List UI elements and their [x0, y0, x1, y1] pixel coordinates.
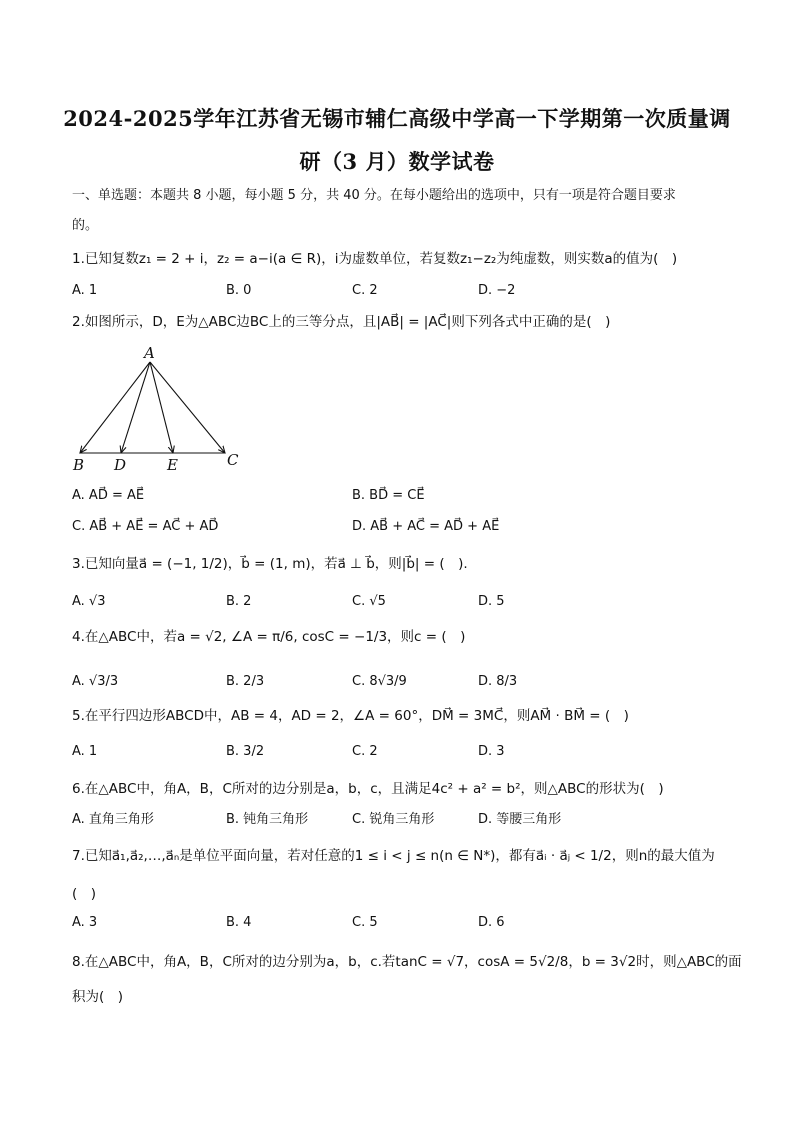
q6-option-d: D. 等腰三角形	[478, 812, 562, 827]
question-3-stem: 3.已知向量a⃗ = (−1, 1/2)，b⃗ = (1, m)，若a⃗ ⊥ b⃗，则|b⃗| = ( ).	[72, 556, 468, 572]
q3-option-c: C. √5	[352, 594, 386, 609]
label-d: D	[114, 456, 127, 472]
q7-option-d: D. 6	[478, 915, 505, 930]
label-c: C	[227, 451, 239, 469]
q2-option-d: D. AB⃗ + AC⃗ = AD⃗ + AE⃗	[352, 519, 500, 534]
question-5-stem: 5.在平行四边形ABCD中，AB = 4，AD = 2，∠A = 60°，DM⃗ = 3MC⃗，则AM⃗ · BM⃗ = ( )	[72, 708, 629, 724]
q1-option-b: B. 0	[226, 283, 252, 298]
q1-option-d: D. −2	[478, 283, 516, 298]
q6-option-a: A. 直角三角形	[72, 812, 154, 827]
q5-option-c: C. 2	[352, 744, 378, 759]
q2-option-c: C. AB⃗ + AE⃗ = AC⃗ + AD⃗	[72, 519, 219, 534]
question-6-stem: 6.在△ABC中，角A，B，C所对的边分别是a，b，c，且满足4c² + a² = b²，则△ABC的形状为( )	[72, 781, 664, 797]
vector-ad	[121, 362, 150, 453]
q2-option-b: B. BD⃗ = CE⃗	[352, 488, 425, 503]
q5-option-a: A. 1	[72, 744, 98, 759]
label-b: B	[73, 456, 85, 472]
q7-option-b: B. 4	[226, 915, 252, 930]
question-4-stem: 4.在△ABC中，若a = √2, ∠A = π/6, cosC = −1/3，则c = ( )	[72, 629, 466, 645]
q7-option-c: C. 5	[352, 915, 378, 930]
q4-option-a: A. √3/3	[72, 674, 119, 689]
q6-option-c: C. 锐角三角形	[352, 812, 435, 827]
q7-option-a: A. 3	[72, 915, 98, 930]
question-7-stem-line1: 7.已知a⃗₁,a⃗₂,…,a⃗ₙ是单位平面向量，若对任意的1 ≤ i < j ≤ n(n ∈ N*)，都有a⃗ᵢ · a⃗ⱼ < 1/2，则n的最大值为	[72, 848, 715, 864]
label-a: A	[144, 344, 155, 362]
q3-option-b: B. 2	[226, 594, 252, 609]
q6-option-b: B. 钝角三角形	[226, 812, 309, 827]
label-e: E	[167, 456, 178, 472]
question-7-stem-line2: ( )	[72, 886, 97, 902]
q4-option-d: D. 8/3	[478, 674, 518, 689]
q5-option-d: D. 3	[478, 744, 505, 759]
exam-title-line1: 2024-2025学年江苏省无锡市辅仁高级中学高一下学期第一次质量调	[63, 106, 731, 131]
q4-option-b: B. 2/3	[226, 674, 265, 689]
vector-ab	[80, 362, 150, 453]
question-8-stem-line2: 积为( )	[72, 989, 124, 1005]
q2-option-a: A. AD⃗ = AE⃗	[72, 488, 145, 503]
exam-title-line2: 研（3 月）数学试卷	[299, 149, 495, 174]
q3-option-d: D. 5	[478, 594, 505, 609]
section-instruction-line2: 的。	[72, 218, 99, 233]
triangle-figure	[70, 342, 250, 472]
q1-option-c: C. 2	[352, 283, 378, 298]
q5-option-b: B. 3/2	[226, 744, 265, 759]
q1-option-a: A. 1	[72, 283, 98, 298]
q4-option-c: C. 8√3/9	[352, 674, 407, 689]
question-1-stem: 1.已知复数z₁ = 2 + i，z₂ = a−i(a ∈ R)，i为虚数单位，若复数z₁−z₂为纯虚数，则实数a的值为( )	[72, 251, 678, 267]
section-instruction-line1: 一、单选题：本题共 8 小题，每小题 5 分，共 40 分。在每小题给出的选项中，只有一项是符合题目要求	[72, 188, 676, 203]
q3-option-a: A. √3	[72, 594, 106, 609]
question-8-stem-line1: 8.在△ABC中，角A，B，C所对的边分别为a，b，c.若tanC = √7，cosA = 5√2/8，b = 3√2时，则△ABC的面	[72, 954, 742, 970]
question-2-stem: 2.如图所示，D，E为△ABC边BC上的三等分点，且|AB⃗| = |AC⃗|则下列各式中正确的是( )	[72, 314, 611, 330]
